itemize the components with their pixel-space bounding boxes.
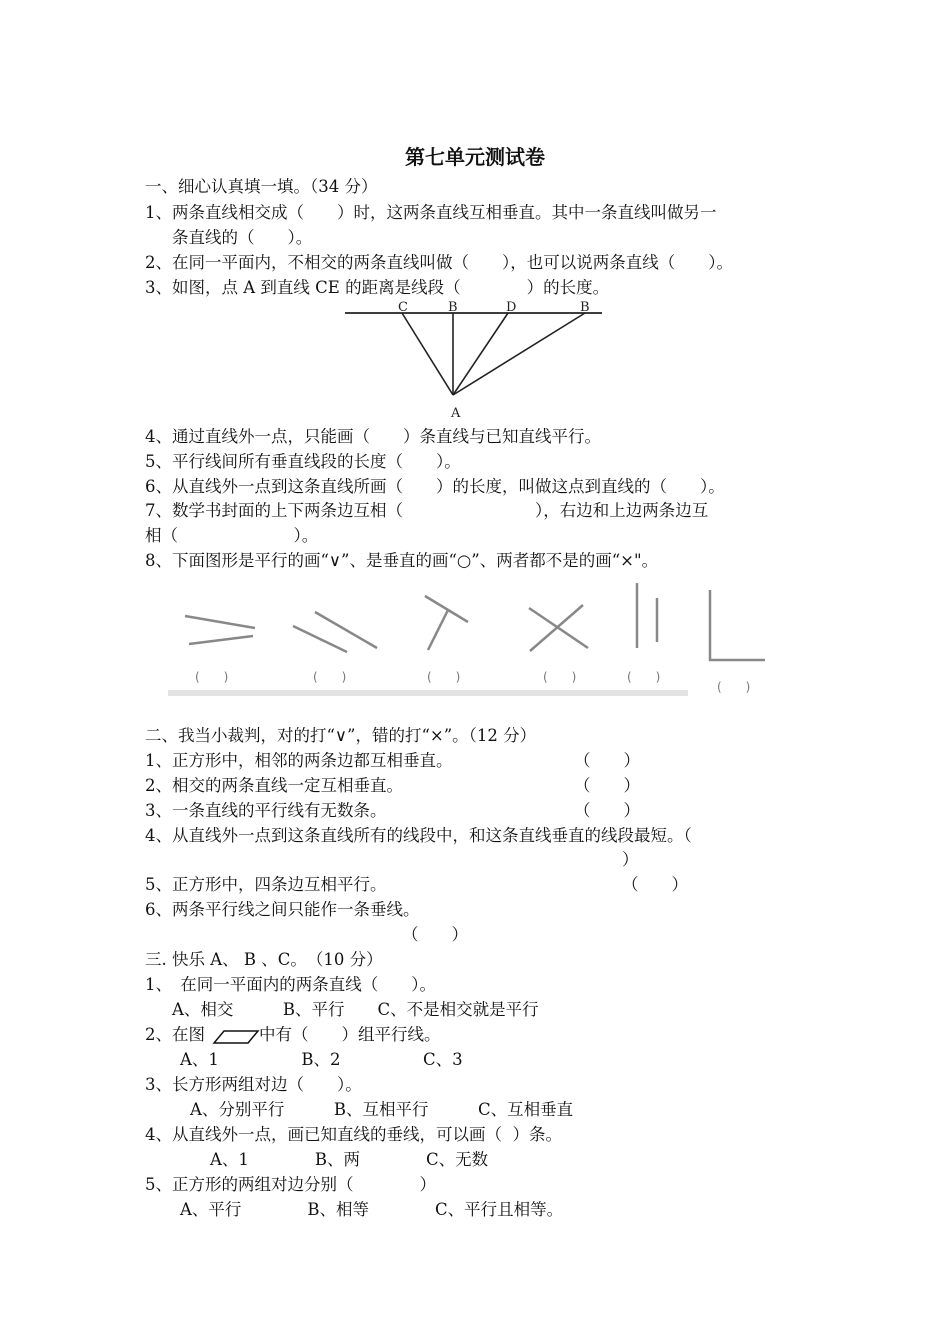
choice-5: 5、正方形的两组对边分别（ ） — [145, 1175, 436, 1194]
choice-2-prefix: 2、在图 — [145, 1025, 205, 1044]
statement-1-blank[interactable]: （ ） — [574, 751, 640, 770]
statement-2-blank[interactable]: （ ） — [574, 776, 640, 795]
parallelogram-icon — [212, 1029, 260, 1045]
svg-text:( ): ( ) — [195, 670, 229, 684]
distance-figure — [340, 298, 610, 424]
choice-4: 4、从直线外一点，画已知直线的垂线，可以画（ ）条。 — [145, 1125, 562, 1144]
statement-5: 5、正方形中，四条边互相平行。 — [145, 875, 387, 894]
question-7-line2: 相（ ）。 — [145, 526, 319, 545]
question-3: 3、如图，点 A 到直线 CE 的距离是线段（ ）的长度。 — [145, 278, 610, 297]
question-1-line2: 条直线的（ ）。 — [172, 228, 313, 247]
label-c: C — [398, 300, 408, 315]
choice-1: 1、 在同一平面内的两条直线（ ）。 — [145, 975, 436, 994]
question-7-line1: 7、数学书封面的上下两条边互相（ ），右边和上边两条边互 — [145, 501, 709, 520]
svg-text:( ): ( ) — [313, 670, 347, 684]
question-5: 5、平行线间所有垂直线段的长度（ ）。 — [145, 452, 461, 471]
choice-3-options: A、分别平行 B、互相平行 C、互相垂直 — [190, 1100, 574, 1119]
svg-text:( ): ( ) — [627, 670, 661, 684]
label-d: D — [506, 300, 517, 315]
question-8: 8、下面图形是平行的画“∨”、是垂直的画“○”、两者都不是的画“×"。 — [145, 551, 659, 570]
statement-6-blank[interactable]: （ ） — [402, 925, 468, 944]
segment-ac — [402, 313, 453, 395]
segment-ae — [453, 313, 585, 395]
statement-1: 1、正方形中，相邻的两条边都互相垂直。 — [145, 751, 453, 770]
page-title: 第七单元测试卷 — [405, 145, 545, 169]
choice-3: 3、长方形两组对边（ ）。 — [145, 1075, 362, 1094]
choice-4-options: A、1 B、两 C、无数 — [210, 1150, 489, 1169]
question-4: 4、通过直线外一点，只能画（ ）条直线与已知直线平行。 — [145, 427, 601, 446]
statement-2: 2、相交的两条直线一定互相垂直。 — [145, 776, 403, 795]
label-a: A — [451, 406, 461, 421]
statement-5-blank[interactable]: （ ） — [622, 875, 688, 894]
statement-3: 3、一条直线的平行线有无数条。 — [145, 801, 387, 820]
choice-2-suffix: 中有（ ）组平行线。 — [259, 1025, 441, 1044]
choice-2-options: A、1 B、2 C、3 — [180, 1050, 463, 1069]
section1-heading: 一、细心认真填一填。（34 分） — [145, 177, 378, 196]
section2-heading: 二、我当小裁判，对的打“∨”，错的打“×”。（12 分） — [145, 726, 537, 745]
question-1-line1: 1、两条直线相交成（ ）时，这两条直线互相垂直。其中一条直线叫做另一 — [145, 203, 717, 222]
label-e: B — [580, 300, 590, 315]
label-b: B — [448, 300, 458, 315]
statement-4-line1: 4、从直线外一点到这条直线所有的线段中，和这条直线垂直的线段最短。（ — [145, 826, 692, 845]
statement-4-line2: ） — [622, 850, 639, 869]
statement-3-blank[interactable]: （ ） — [574, 801, 640, 820]
svg-text:( ): ( ) — [543, 670, 577, 684]
svg-text:( ): ( ) — [717, 680, 751, 694]
statement-6: 6、两条平行线之间只能作一条垂线。 — [145, 900, 420, 919]
svg-text:( ): ( ) — [427, 670, 461, 684]
question-2: 2、在同一平面内，不相交的两条直线叫做（ ），也可以说两条直线（ ）。 — [145, 253, 733, 272]
choice-5-options: A、平行 B、相等 C、平行且相等。 — [180, 1200, 564, 1219]
line-pairs-figure — [165, 578, 770, 698]
section3-heading: 三. 快乐 A、 B 、C。 （10 分） — [145, 950, 383, 969]
choice-1-options: A、相交 B、平行 C、不是相交就是平行 — [172, 1000, 539, 1019]
segment-ad — [453, 313, 508, 395]
question-6: 6、从直线外一点到这条直线所画（ ）的长度，叫做这点到直线的（ ）。 — [145, 477, 725, 496]
